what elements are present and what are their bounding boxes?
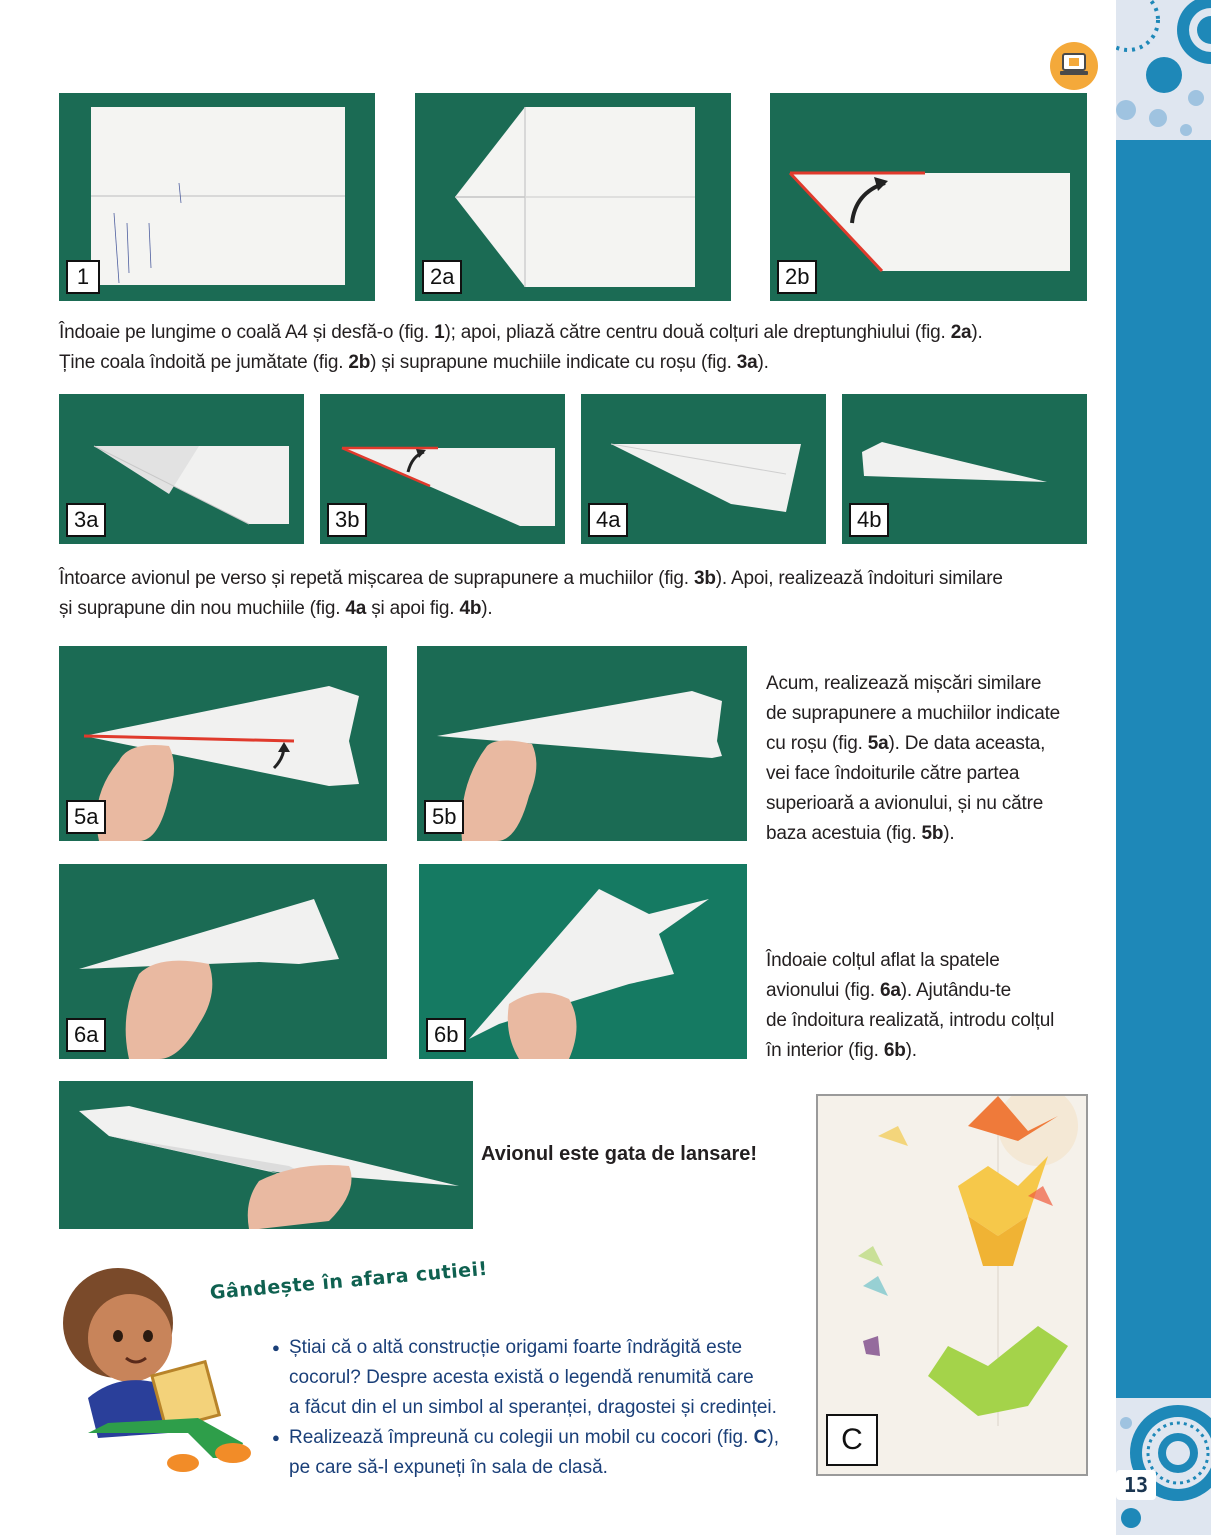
figure-label: 5a: [66, 800, 106, 834]
figure-label: 2a: [422, 260, 462, 294]
final-statement: Avionul este gata de lansare!: [481, 1143, 758, 1165]
instructions-paragraph-1: Îndoaie pe lungime o coală A4 și desfă-o (fig. 1); apoi, pliază către centru două colțuri ale dreptunghiului (fig. 2a). Ține coala îndoită pe jumătate (fig. 2b) și suprapune muchiile indicate cu roșu (fig. 3a).: [59, 322, 983, 373]
figure-label: 3a: [66, 503, 106, 537]
list-item: ● Știai că o altă construcție origami foarte îndrăgită este cocorul? Despre acesta există o legendă renumită care a făcut din el un simbol al speranței, dragostei și credinței.: [272, 1333, 812, 1423]
photo-fig-4b: [842, 394, 1087, 544]
decorative-pattern-top: [1116, 0, 1211, 140]
figure-label: 3b: [327, 503, 367, 537]
think-outside-box-title: Gândește în afara cutiei!: [209, 1257, 489, 1304]
think-bullet-list: [272, 1333, 812, 1483]
figure-label: C: [826, 1414, 878, 1466]
instructions-paragraph-3: Acum, realizează mișcări similare de suprapunere a muchiilor indicate cu roșu (fig. 5a). De data aceasta, vei face îndoiturile către partea superioară a avionului, și nu către baza acestuia (fig. 5b).: [766, 673, 1061, 844]
list-item: ● Realizează împreună cu colegii un mobil cu cocori (fig. C), pe care să-l expuneți în sala de clasă.: [272, 1423, 812, 1483]
photo-fig-2a: [415, 93, 731, 301]
figure-label: 2b: [777, 260, 817, 294]
figure-label: 6b: [426, 1018, 466, 1052]
photo-final-plane: [59, 1081, 473, 1229]
photo-fig-2b: [770, 93, 1087, 301]
photo-fig-c-crane-mobile: [816, 1094, 1088, 1476]
photo-fig-3a: [59, 394, 304, 544]
photo-fig-4a: [581, 394, 826, 544]
instructions-paragraph-2: Întoarce avionul pe verso și repetă mișcarea de suprapunere a muchiilor (fig. 3b). Apoi, realizează îndoituri similare și suprapune din nou muchiile (fig. 4a și apoi fig. 4b).: [59, 568, 1003, 619]
photo-fig-6b: [419, 864, 747, 1059]
figure-label: 5b: [424, 800, 464, 834]
figure-label: 4b: [849, 503, 889, 537]
photo-fig-5b: [417, 646, 747, 841]
figure-label: 4a: [588, 503, 628, 537]
figure-label: 1: [66, 260, 100, 294]
photo-fig-6a: [59, 864, 387, 1059]
photo-fig-5a: [59, 646, 387, 841]
decorative-pattern-bottom: [1116, 1398, 1211, 1535]
photo-fig-3b: [320, 394, 565, 544]
photo-fig-1: [59, 93, 375, 301]
side-band: [1116, 0, 1211, 1535]
digital-resource-icon[interactable]: [1050, 42, 1098, 90]
page-number: 13: [1116, 1470, 1156, 1500]
figure-label: 6a: [66, 1018, 106, 1052]
instructions-paragraph-4: Îndoaie colțul aflat la spatele avionului (fig. 6a). Ajutându-te de îndoitura realizată, introdu colțul în interior (fig. 6b).: [766, 950, 1055, 1061]
